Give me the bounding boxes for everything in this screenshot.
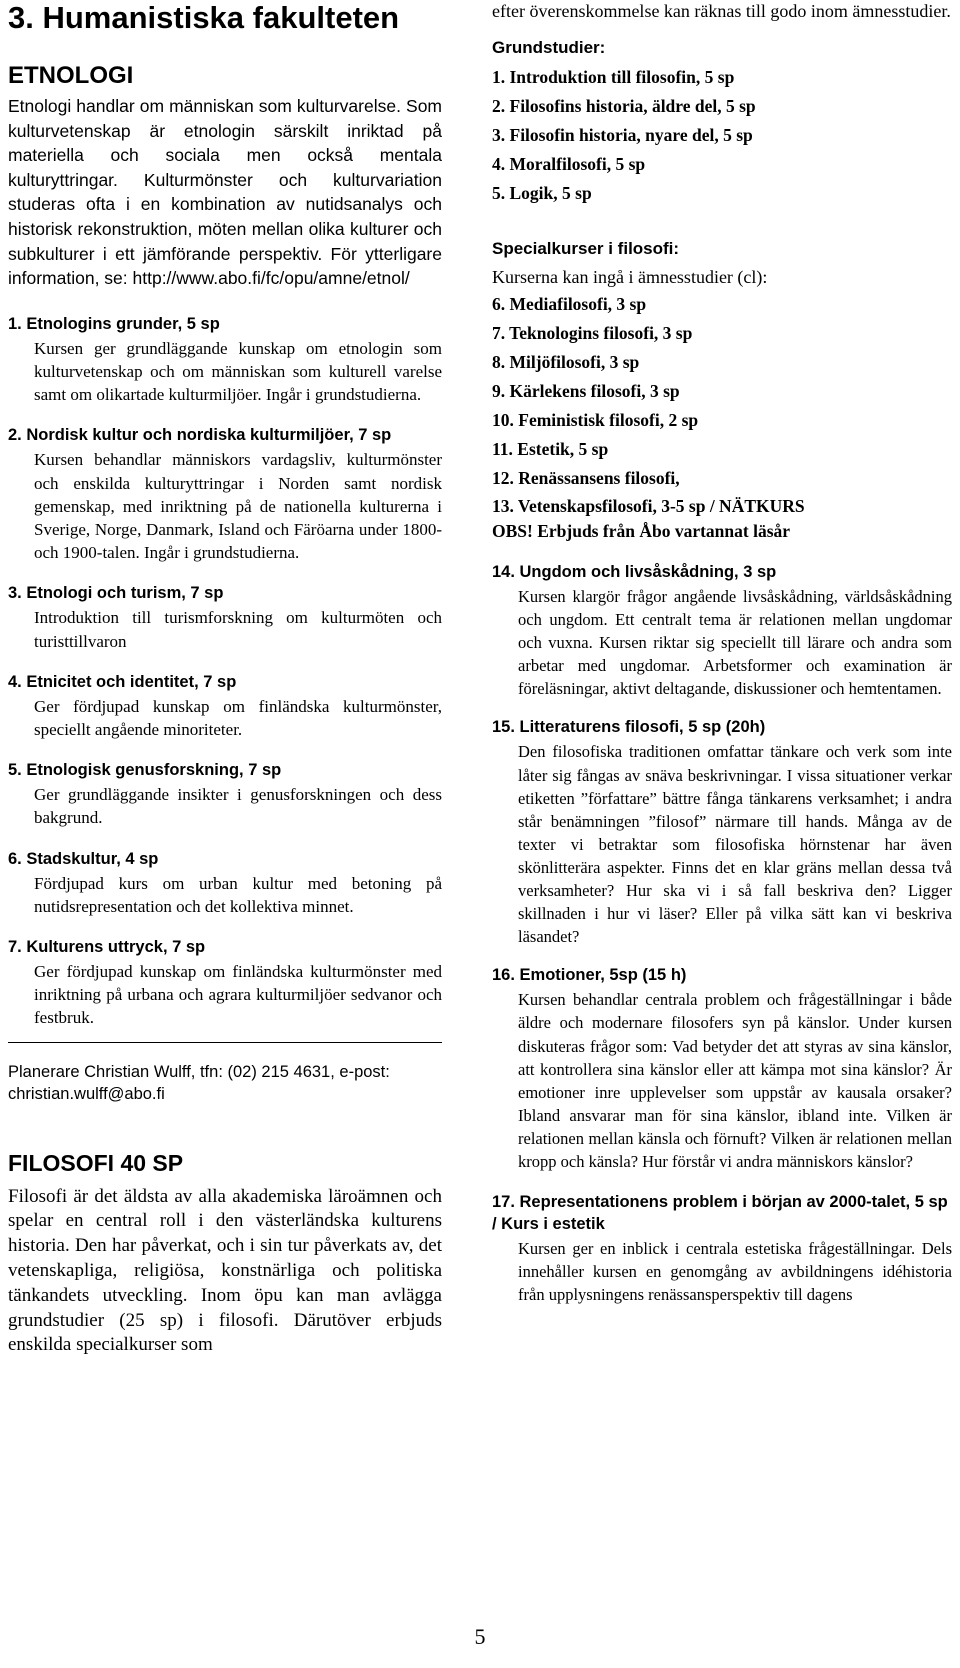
list-item: 8. Miljöfilosofi, 3 sp [492, 352, 640, 372]
course-philosophy-15 [492, 716, 952, 948]
list-item: 3. Filosofin historia, nyare del, 5 sp [492, 125, 753, 145]
planner-contact: Planerare Christian Wulff, tfn: (02) 215 4631, e-post: christian.wulff@abo.fi [8, 1062, 390, 1103]
special-courses-heading: Specialkurser i filosofi: [492, 239, 680, 258]
course-title: 2. Nordisk kultur och nordiska kulturmiljöer, 7 sp [8, 426, 392, 445]
course-description: Introduktion till turismforskning om kulturmöten och turisttillvaron [34, 608, 442, 651]
course-description: Kursen behandlar centrala problem och frågeställningar i både äldre och modernare filosofers syn på känslor. Under kursen diskuteras frågor som: Vad betyder det att styras av sina känslor, att kontrollera sina känslor eller att kämpa mot sina känslor? Är emotioner inre upplevelser som uppstår av kausala orsaker? Ibland ansvarar man för sina känslor, ibland inte. Vilken är relationen mellan känsla och förnuft? Vilken är relationen mellan kropp och känsla? Hur förstår vi andra människors känslor? [518, 990, 952, 1171]
course-title: 6. Stadskultur, 4 sp [8, 849, 159, 868]
right-column [492, 0, 952, 1306]
list-item: 1. Introduktion till filosofin, 5 sp [492, 67, 735, 87]
ethnology-title: ETNOLOGI [8, 62, 134, 89]
philosophy-intro-continued: efter överenskommelse kan räknas till godo inom ämnesstudier. [492, 1, 951, 21]
philosophy-intro: Filosofi är det äldsta av alla akademiska läroämnen och spelar en central roll i den västerländska kulturens historia. Den har påverkat, och i sin tur påverkats av, det vetenskapliga, religiösa, konstnärliga och politiska tänkandets utveckling. Inom öpu kan man avlägga grundstudier (25 sp) i filosofi. Därutöver erbjuds enskilda specialkurser som [8, 1185, 442, 1356]
page-number: 5 [474, 1624, 486, 1649]
course-description: Ger fördjupad kunskap om finländska kulturmönster med inriktning på urbana och agrara kulturmiljöer sedvanor och festbruk. [34, 962, 442, 1028]
course-title: 4. Etnicitet och identitet, 7 sp [8, 672, 237, 691]
course-description: Kursen klargör frågor angående livsåskådning, världsåskådning och ungdom. Ett centralt tema är relationen mellan ungdomar och vuxna. Kursen riktar sig speciellt till lärare och andra som arbetar med ungdomar. Arbetsformer och examination är föreläsningar, aktivt deltagande, diskussioner och hemtentamen. [518, 587, 952, 699]
list-item: 11. Estetik, 5 sp [492, 439, 609, 459]
ethnology-intro: Etnologi handlar om människan som kulturvarelse. Som kulturvetenskap är etnologin särskilt inriktad på materiella och sociala men också mentala kulturyttringar. Kulturmönster och kulturvariation studeras ofta i en kombination av nutidsanalys och historisk rekonstruktion, möten mellan olika kulturer och subkulturer i ett jämförande perspektiv. För ytterligare information, se: http://www.abo.fi/fc/opu/amne/etnol/ [8, 96, 442, 289]
course-description: Fördjupad kurs om urban kultur med betoning på nutidsrepresentation och det kollektiva minnet. [34, 873, 442, 916]
course-title: 17. Representationens problem i början av 2000-talet, 5 sp / Kurs i estetik [492, 1193, 948, 1234]
course-ethnology-6 [8, 848, 442, 918]
course-description: Kursen ger en inblick i centrala estetiska frågeställningar. Dels innehåller kursen en genomgång av avbildningens idéhistoria från upplysningens renässansperspektiv till dagens [518, 1239, 952, 1305]
list-item: 4. Moralfilosofi, 5 sp [492, 154, 646, 174]
course-description: Ger fördjupad kunskap om finländska kulturmönster, speciellt angående minoriteter. [34, 696, 442, 739]
special-courses-subheading: Kurserna kan ingå i ämnesstudier (cl): [492, 267, 768, 287]
list-item: 6. Mediafilosofi, 3 sp [492, 294, 647, 314]
course-description: Kursen behandlar människors vardagsliv, kulturmönster och enskilda kulturyttringar i Norden samt nordisk gemenskap, med inriktning på de nationella kulturerna i Sverige, Norge, Danmark, Island och Färöarna under 1800- och 1900-talen. Ingår i grundstudierna. [34, 450, 442, 563]
course-title: 7. Kulturens uttryck, 7 sp [8, 938, 206, 956]
course-description: Den filosofiska traditionen omfattar tänkare och verk som inte låter sig fångas av snäva beskrivningar. I vissa situationer verkar etiketten ”författare” bättre fånga tänkarens verksamhet; i andra står benämningen ”filosof” närmare till hands. Många av de texter vi betraktar som filosofiska hörnstenar har även skönlitterära aspekter. Finns det en klar gräns mellan dessa två verksamheter? Hur ska vi i så fall beskriva den? Ligger skillnaden i hur vi läser? Eller på vilka sätt kan vi beskriva läsandet? [518, 742, 952, 947]
course-title: 5. Etnologisk genusforskning, 7 sp [8, 761, 282, 780]
course-ethnology-2 [8, 424, 442, 564]
list-item: 12. Renässansens filosofi, [492, 468, 680, 488]
course-description: Kursen ger grundläggande kunskap om etnologin som kulturvetenskap och om människan som kulturell varelse samt om olikartade kulturmiljöer. Ingår i grundstudierna. [34, 338, 442, 405]
course-title: 3. Etnologi och turism, 7 sp [8, 584, 224, 603]
list-item: OBS! Erbjuds från Åbo vartannat läsår [492, 521, 791, 541]
course-ethnology-4 [8, 671, 442, 741]
list-item: 10. Feministisk filosofi, 2 sp [492, 410, 699, 430]
course-ethnology-1 [8, 313, 442, 407]
course-description: Ger grundläggande insikter i genusforskningen och dess bakgrund. [34, 785, 442, 828]
list-item: 2. Filosofins historia, äldre del, 5 sp [492, 96, 756, 116]
special-course-list [492, 290, 952, 543]
course-title: 15. Litteraturens filosofi, 5 sp (20h) [492, 718, 766, 737]
list-item: 7. Teknologins filosofi, 3 sp [492, 323, 693, 343]
basic-studies-heading: Grundstudier: [492, 38, 606, 57]
faculty-title: 3. Humanistiska fakulteten [8, 0, 400, 35]
list-item: 13. Vetenskapsfilosofi, 3-5 sp / NÄTKURS [492, 496, 805, 516]
divider [8, 1042, 442, 1043]
list-item: 9. Kärlekens filosofi, 3 sp [492, 381, 680, 401]
course-ethnology-3 [8, 582, 442, 652]
course-title: 14. Ungdom och livsåskådning, 3 sp [492, 563, 777, 581]
course-title: 16. Emotioner, 5sp (15 h) [492, 966, 687, 985]
course-ethnology-7 [8, 936, 442, 1030]
course-ethnology-5 [8, 759, 442, 829]
course-philosophy-16 [492, 964, 952, 1173]
basic-course-list [492, 63, 952, 208]
course-philosophy-14 [492, 561, 952, 700]
philosophy-title: FILOSOFI 40 SP [8, 1149, 184, 1176]
course-philosophy-17 [492, 1191, 952, 1306]
list-item: 5. Logik, 5 sp [492, 183, 592, 203]
course-title: 1. Etnologins grunder, 5 sp [8, 314, 220, 333]
left-column [8, 0, 442, 1358]
